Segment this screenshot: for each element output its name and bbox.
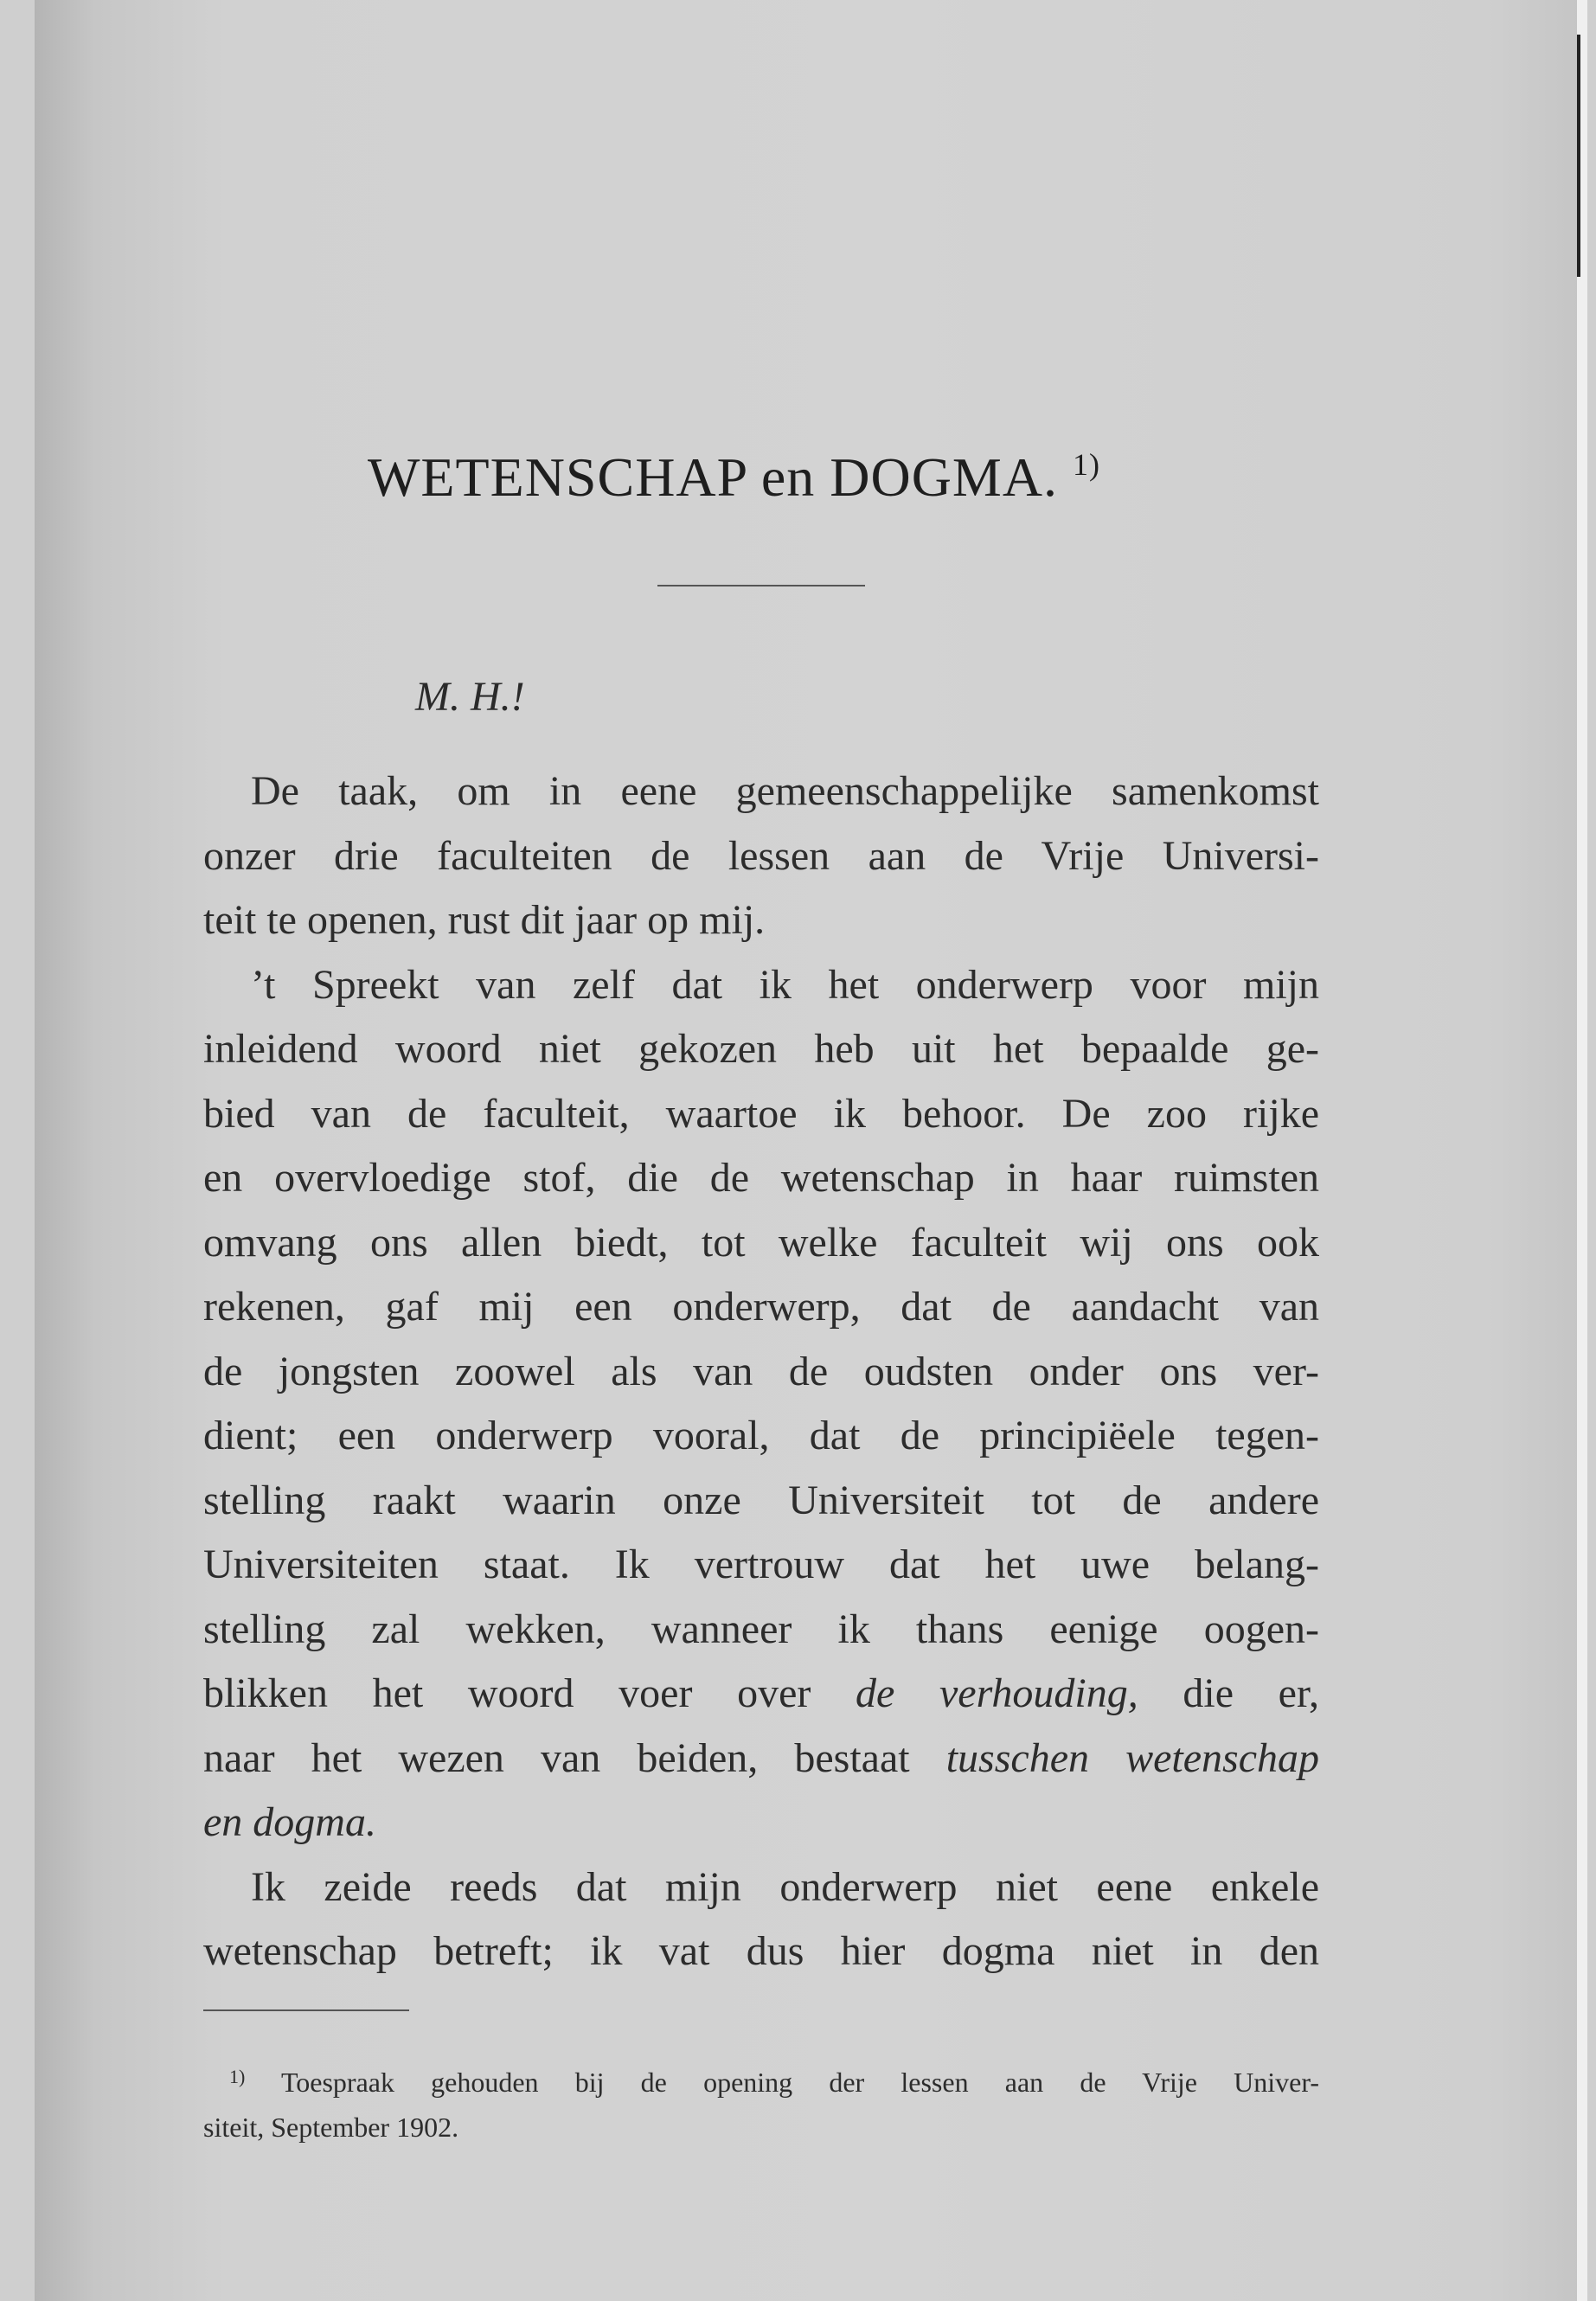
salutation: M. H.! [415, 674, 525, 720]
text-line: wetenschap betreft; ik vat dus hier dogma niet in den [203, 1928, 1319, 1974]
text-line: stelling zal wekken, wanneer ik thans eenige oogen- [203, 1606, 1319, 1652]
footnote-line: siteit, September 1902. [203, 2112, 459, 2143]
text-line: en overvloedige stof, die de wetenschap in haar ruimsten [203, 1155, 1319, 1201]
text-line [203, 1727, 1319, 1791]
text-line: ’t Spreekt van zelf dat ik het onderwerp voor mijn [251, 961, 1319, 1008]
text-line: dient; een onderwerp vooral, dat de principiëele tegen- [203, 1413, 1319, 1458]
chapter-title [368, 445, 1100, 510]
text-line: bied van de faculteit, waartoe ik behoor. De zoo rijke [203, 1090, 1319, 1137]
text-segment: naar het wezen van beiden, bestaat [203, 1734, 946, 1781]
text-line: inleidend woord niet gekozen heb uit het bepaalde ge- [203, 1026, 1319, 1072]
page-edge-shadow [1577, 35, 1580, 277]
chapter-title-text: WETENSCHAP en DOGMA. [368, 446, 1059, 508]
footnote-line [203, 2054, 1319, 2105]
title-divider [657, 585, 865, 586]
text-line: stelling raakt waarin onze Universiteit tot de andere [203, 1477, 1319, 1523]
text-line: De taak, om in eene gemeenschappelijke samenkomst [251, 768, 1319, 814]
text-line: Universiteiten staat. Ik vertrouw dat het uwe belang- [203, 1541, 1319, 1587]
footnote-divider [203, 2009, 409, 2011]
italic-phrase: de verhouding, [856, 1670, 1138, 1716]
footnote-marker: 1) [229, 2066, 246, 2087]
book-page [35, 0, 1587, 2301]
text-line [203, 1662, 1319, 1727]
text-line: onzer drie faculteiten de lessen aan de Vrije Universi- [203, 832, 1319, 879]
text-segment: die er, [1138, 1670, 1320, 1716]
italic-phrase: en dogma. [203, 1799, 376, 1845]
title-footnote-marker[interactable]: 1) [1073, 447, 1101, 482]
text-segment: blikken het woord voer over [203, 1670, 856, 1716]
text-line: de jongsten zoowel als van de oudsten onder ons ver- [203, 1348, 1319, 1394]
italic-phrase: tusschen wetenschap [945, 1734, 1320, 1781]
text-line: rekenen, gaf mij een onderwerp, dat de aandacht van [203, 1284, 1319, 1330]
body-text [203, 760, 1319, 1984]
text-line: Ik zeide reeds dat mijn onderwerp niet eene enkele [251, 1863, 1319, 1910]
text-line: omvang ons allen biedt, tot welke faculteit wij ons ook [203, 1219, 1319, 1266]
text-line: teit te openen, rust dit jaar op mij. [203, 897, 766, 943]
text-line [203, 1791, 1319, 1856]
footnote [203, 2054, 1319, 2150]
footnote-text: Toespraak gehouden bij de opening der lessen aan de Vrije Univer- [280, 2067, 1320, 2098]
page-edge [1577, 0, 1587, 2301]
